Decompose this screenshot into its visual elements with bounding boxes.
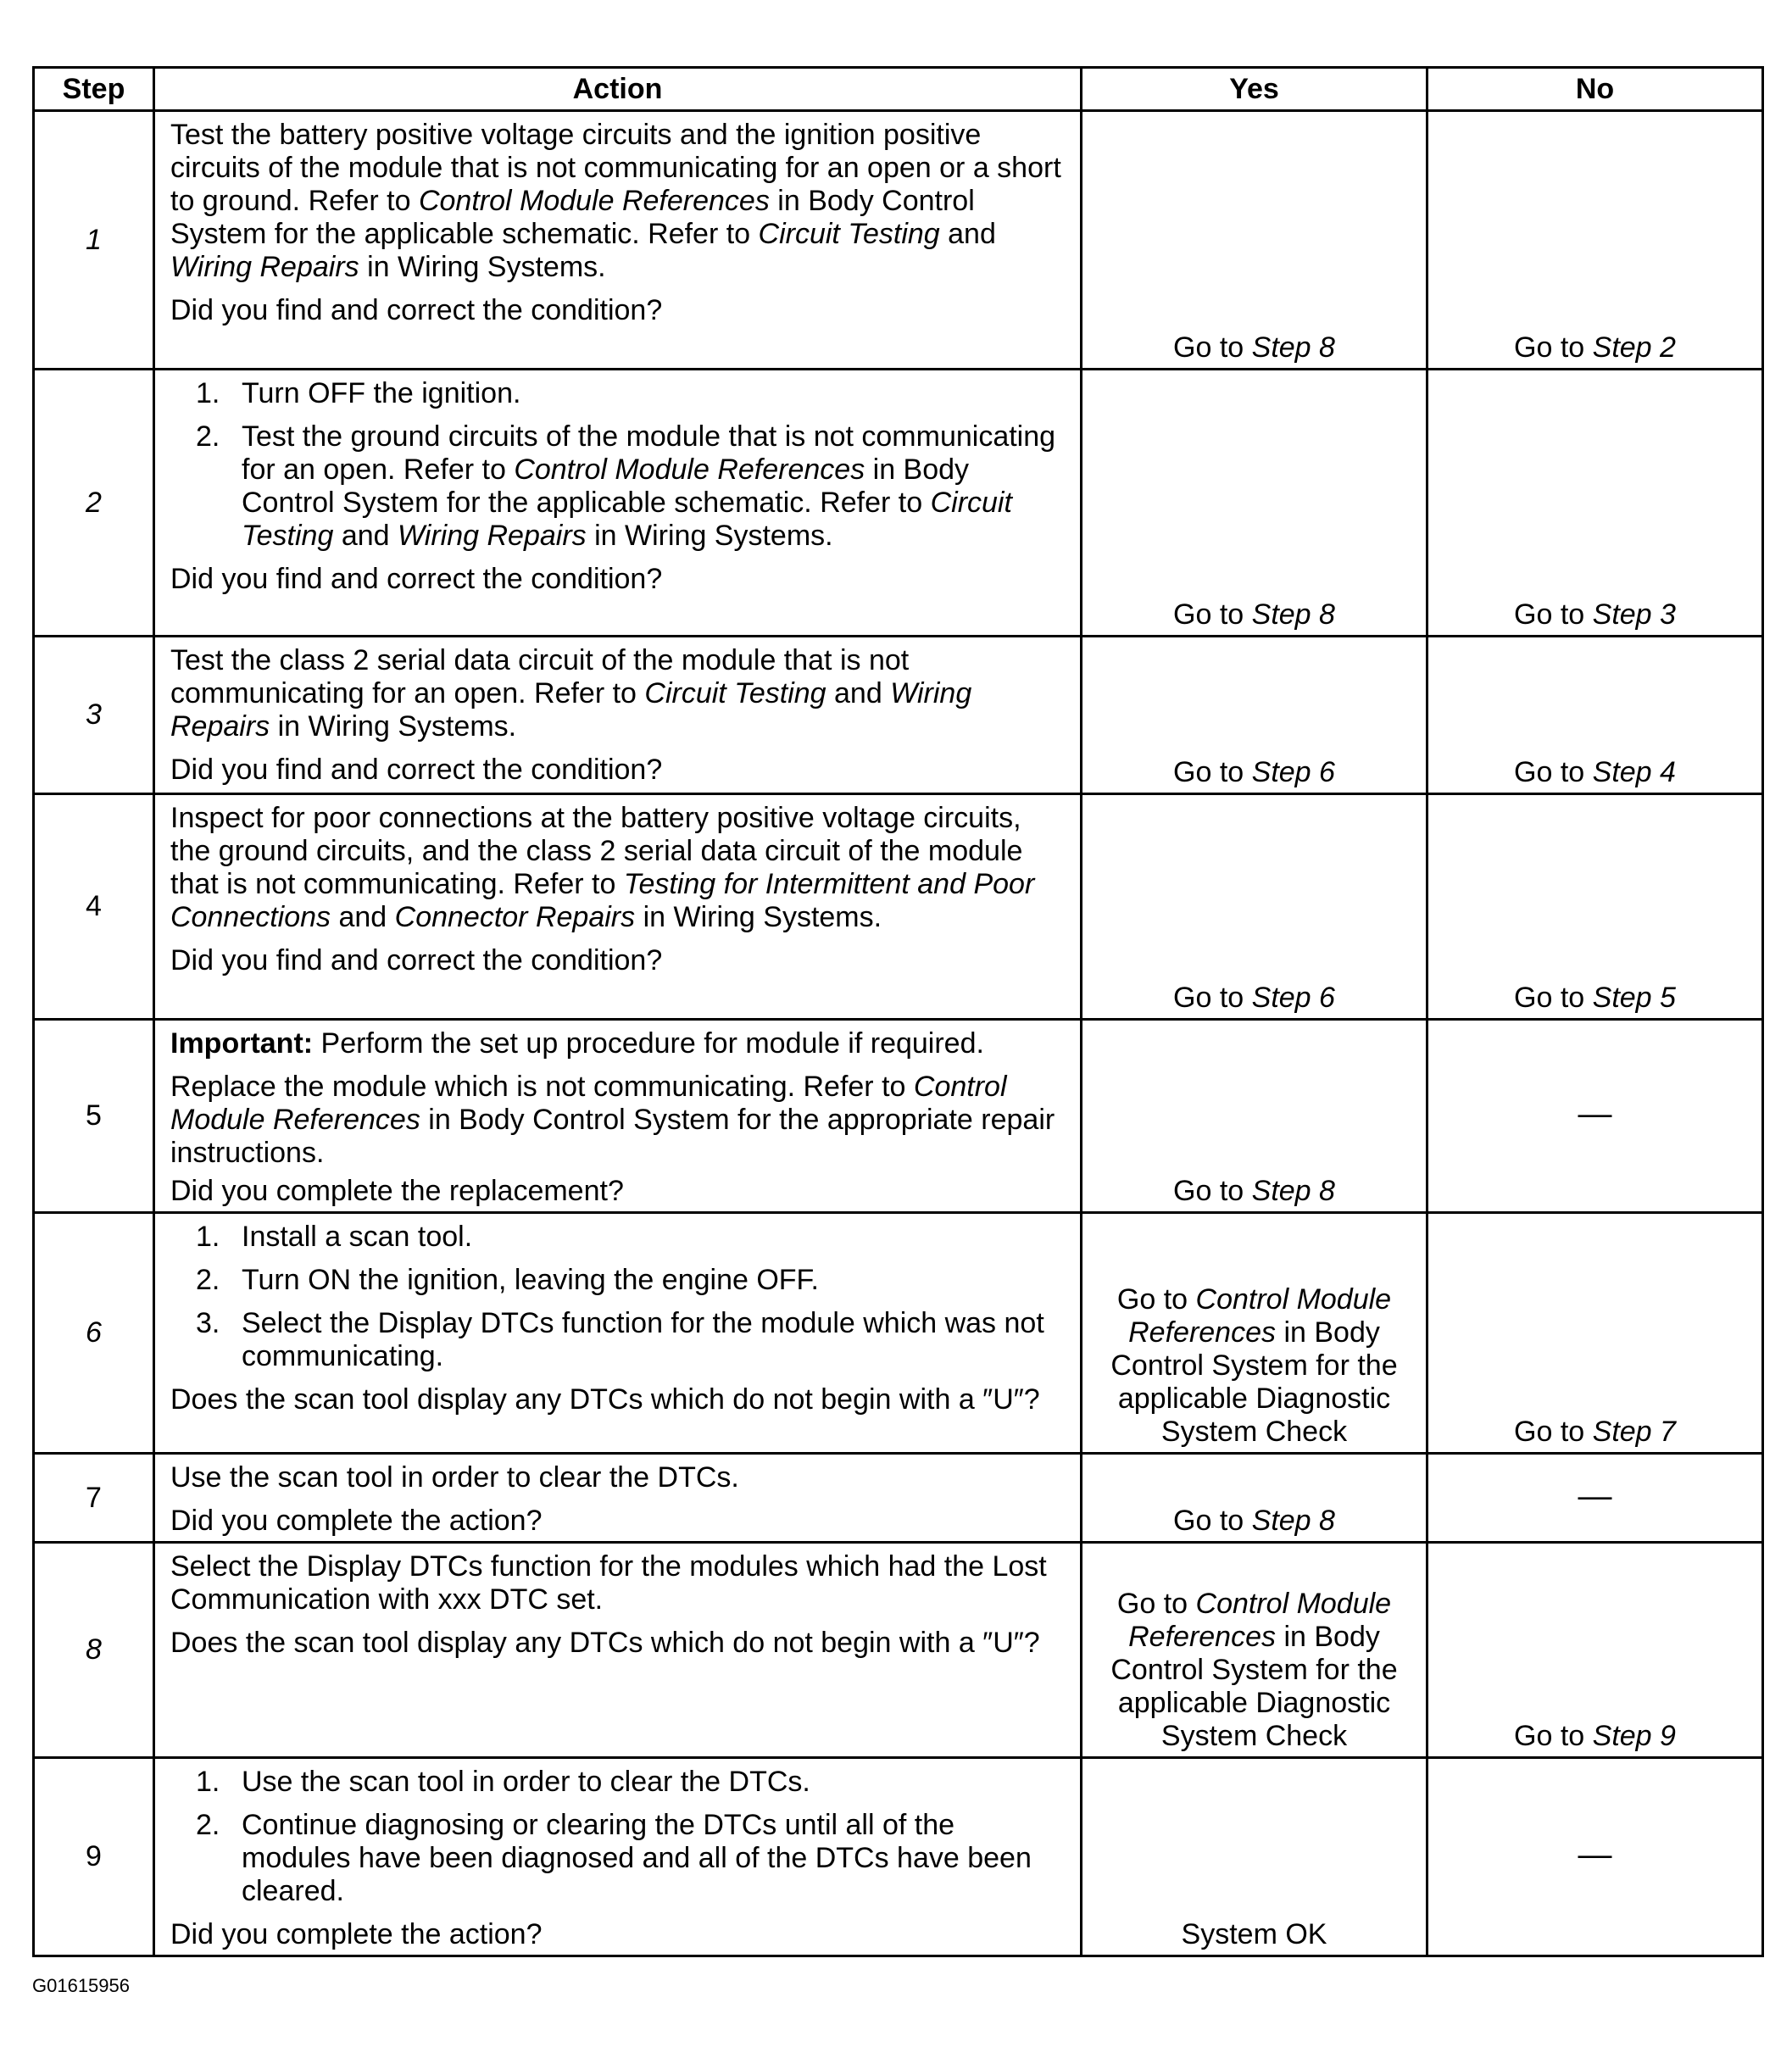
step-link[interactable]: Step 8	[1251, 1505, 1335, 1537]
table-row	[34, 1758, 1763, 1956]
table-row	[34, 111, 1763, 370]
list-item: 1. Install a scan tool.	[196, 1221, 473, 1253]
diagnostic-table	[32, 66, 1764, 1957]
reference-link[interactable]: Control Module References	[1128, 1283, 1392, 1349]
step-number: 2	[34, 370, 154, 637]
yes-cell: Go to Control Module References in Body Control System for the applicable Diagnostic System Check	[1082, 1213, 1427, 1454]
no-cell: —	[1427, 1020, 1763, 1213]
action-cell	[154, 1454, 1082, 1543]
no-cell: Go to Step 7	[1427, 1213, 1763, 1454]
diagnostic-table-container	[32, 66, 1761, 1957]
action-text: Use the scan tool in order to clear the DTCs.	[170, 1461, 739, 1494]
step-number: 6	[34, 1213, 154, 1454]
step-link[interactable]: Step 8	[1251, 598, 1335, 631]
action-cell	[154, 637, 1082, 794]
action-cell	[154, 111, 1082, 370]
yes-cell: Go to Step 8	[1082, 370, 1427, 637]
table-row	[34, 1020, 1763, 1213]
action-question: Does the scan tool display any DTCs which do not begin with a ″U″?	[170, 1383, 1040, 1416]
action-text: Test the battery positive voltage circuits and the ignition positive circuits of the module that is not communicating for an open or a short to ground. Refer to Control Module References in Body Control System for the applicable schematic. Refer to Circuit Testing and Wiring Repairs in Wiring Systems.	[170, 119, 1061, 283]
action-list	[170, 377, 1068, 553]
step-link[interactable]: Step 7	[1592, 1416, 1676, 1448]
header-row	[34, 68, 1763, 111]
list-item: 1. Turn OFF the ignition.	[196, 377, 521, 409]
list-item: 2. Test the ground circuits of the module that is not communicating for an open. Refer to Control Module References in Body Control System for the applicable schematic. Refer to Circuit Testing and Wiring Repairs in Wiring Systems.	[196, 420, 1056, 552]
header-step: Step	[34, 68, 154, 111]
action-cell	[154, 1020, 1082, 1213]
step-link[interactable]: Step 5	[1592, 982, 1676, 1014]
action-cell	[154, 1543, 1082, 1758]
important-note: Important: Perform the set up procedure for module if required.	[170, 1027, 984, 1060]
yes-cell: Go to Step 8	[1082, 1454, 1427, 1543]
action-question: Did you find and correct the condition?	[170, 563, 663, 595]
no-cell: —	[1427, 1454, 1763, 1543]
step-number: 3	[34, 637, 154, 794]
step-link[interactable]: Step 6	[1251, 982, 1335, 1014]
step-link[interactable]: Step 9	[1592, 1720, 1676, 1752]
list-item: 2. Turn ON the ignition, leaving the engine OFF.	[196, 1264, 819, 1296]
step-number: 4	[34, 794, 154, 1020]
table-row	[34, 794, 1763, 1020]
action-question: Did you complete the action?	[170, 1505, 543, 1537]
step-link[interactable]: Step 4	[1592, 756, 1676, 788]
action-list	[170, 1221, 1068, 1373]
action-cell	[154, 794, 1082, 1020]
step-link[interactable]: Step 3	[1592, 598, 1676, 631]
no-cell: Go to Step 3	[1427, 370, 1763, 637]
table-row	[34, 1454, 1763, 1543]
action-text: Select the Display DTCs function for the modules which had the Lost Communication with xxx DTC set.	[170, 1550, 1047, 1616]
step-link[interactable]: Step 8	[1251, 1175, 1335, 1207]
list-item: 3. Select the Display DTCs function for the module which was not communicating.	[196, 1307, 1044, 1372]
figure-id: G01615956	[32, 1975, 130, 1996]
action-question: Does the scan tool display any DTCs which do not begin with a ″U″?	[170, 1627, 1040, 1659]
table-row	[34, 1543, 1763, 1758]
yes-cell: Go to Control Module References in Body Control System for the applicable Diagnostic System Check	[1082, 1543, 1427, 1758]
table-row	[34, 1213, 1763, 1454]
list-item: 1. Use the scan tool in order to clear the DTCs.	[196, 1766, 810, 1798]
reference-link[interactable]: Control Module References	[1128, 1588, 1392, 1653]
no-cell: Go to Step 2	[1427, 111, 1763, 370]
table-row	[34, 637, 1763, 794]
action-question: Did you find and correct the condition?	[170, 754, 663, 786]
step-number: 7	[34, 1454, 154, 1543]
step-link[interactable]: Step 8	[1251, 331, 1335, 364]
yes-cell: Go to Step 8	[1082, 111, 1427, 370]
yes-cell: Go to Step 8	[1082, 1020, 1427, 1213]
action-cell	[154, 370, 1082, 637]
yes-cell: System OK	[1082, 1758, 1427, 1956]
action-text: Replace the module which is not communicating. Refer to Control Module References in Body Control System for the appropriate repair instructions.	[170, 1071, 1055, 1169]
step-number: 9	[34, 1758, 154, 1956]
header-yes: Yes	[1082, 68, 1427, 111]
action-text: Inspect for poor connections at the battery positive voltage circuits, the ground circuits, and the class 2 serial data circuit of the module that is not communicating. Refer to Testing for Intermittent and Poor Connections and Connector Repairs in Wiring Systems.	[170, 802, 1035, 933]
no-cell: Go to Step 4	[1427, 637, 1763, 794]
yes-cell: Go to Step 6	[1082, 794, 1427, 1020]
action-question: Did you complete the action?	[170, 1918, 543, 1950]
step-number: 5	[34, 1020, 154, 1213]
step-link[interactable]: Step 2	[1592, 331, 1676, 364]
no-cell: Go to Step 5	[1427, 794, 1763, 1020]
action-question: Did you find and correct the condition?	[170, 944, 663, 976]
header-action: Action	[154, 68, 1082, 111]
step-number: 1	[34, 111, 154, 370]
no-cell: Go to Step 9	[1427, 1543, 1763, 1758]
step-number: 8	[34, 1543, 154, 1758]
list-item: 2. Continue diagnosing or clearing the DTCs until all of the modules have been diagnosed and all of the DTCs have been cleared.	[196, 1809, 1032, 1907]
yes-cell: Go to Step 6	[1082, 637, 1427, 794]
table-row	[34, 370, 1763, 637]
action-question: Did you complete the replacement?	[170, 1175, 624, 1207]
no-cell: —	[1427, 1758, 1763, 1956]
action-cell	[154, 1758, 1082, 1956]
action-cell	[154, 1213, 1082, 1454]
action-question: Did you find and correct the condition?	[170, 294, 663, 326]
action-list	[170, 1766, 1068, 1908]
step-link[interactable]: Step 6	[1251, 756, 1335, 788]
header-no: No	[1427, 68, 1763, 111]
action-text: Test the class 2 serial data circuit of the module that is not communicating for an open. Refer to Circuit Testing and Wiring Repairs in Wiring Systems.	[170, 644, 972, 743]
